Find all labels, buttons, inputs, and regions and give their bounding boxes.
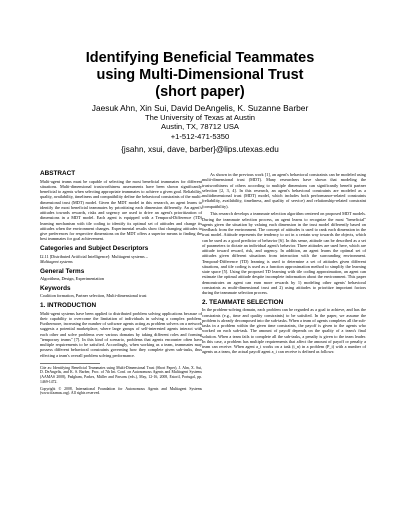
paragraph-previous-work: As shown in the previous work [1], an agent's behavioral constraints can be modeled using multi-dimensional trust (MDT). Many researchers have shown that modeling the trustworthiness of others according to multiple dimensions can significantly benefit partner selection [2, 3, 4]. In this research, an agent's behavioral constraints are modeled as a multidimensional trust (MDT) model, which includes both performance-related constraints (reliability, availability, timeliness, and quality of service) and relationship-related constraint (compatibility). xyxy=(202,172,366,209)
affiliation-line-2: Austin, TX, 78712 USA xyxy=(161,122,239,132)
categories-line-2: Multiagent systems xyxy=(40,258,73,264)
general-terms-text: Algorithms, Design, Experimentation xyxy=(40,276,104,281)
general-terms-heading: General Terms xyxy=(40,267,85,275)
abstract-text: Multi-agent teams must be capable of selecting the most beneficial teammates for different situations. Multi-dimensional trustworthiness assessments have been shown significantly beneficial to agents when selecting appropriate teammates to achieve a given goal. Reliability, quality, availability, timeliness and compatibility define the behavioral constraints of the multi-dimensional trust (MDT) model. Given the MDT model in this research, an agent learns to identify the most beneficial teammates by prioritizing each dimension differently. An agent's attitudes towards rewards, risks and urgency are used to drive an agent's prioritization of dimensions in a MDT model. Each agent is equipped with a Temporal-Difference (TD) learning mechanism with tile coding to identify its optimal set of attitudes and change its attitudes when the environment changes. Experimental results show that changing attitudes to give preferences for respective dimensions on the MDT offers a superior means to finding the best teammates for goal achievement. xyxy=(40,178,202,242)
teammate-selection-heading: 2. TEAMMATE SELECTION xyxy=(202,298,284,306)
author-block xyxy=(30,104,370,154)
affiliation-line-3: +1-512-471-5350 xyxy=(170,131,230,141)
left-column xyxy=(40,170,202,399)
paragraph-research-approach: This research develops a teammate selection algorithm centered on proposed MDT models. During the teammate selection process, an agent learns to recognize the most "beneficial" agents given the situation by valuing each dimension in the trust model differently based on feedback from the environment. The concept of attitudes is used to rank each dimension in the trust model. Attitude represents the tendency to act in a certain way towards the objects, which can be used as a good predictor of behavior [6]. In this sense, attitude can be described as a set of parameters to dictate an individual agent's behavior. Three attitudes are used here, which are attitude toward reward, risk, and urgency. In addition, an agent learns the optimal set of attitudes given different situations from interaction with the surrounding environment. Temporal-Difference (TD) learning is used to determine a set of attitudes given different situations, and tile coding is used as a function approximation method to simplify the learning state space [5]. Using the proposed TD learning with tile coding approximation, an agent can estimate the optimal attitude despite incomplete information about the environment. This paper demonstrates an agent can earn more rewards by 1) modeling other agents' behavioral constraints as multi-dimensional trust and 2) using attitudes to prioritize important factors during the teammate selection process. xyxy=(202,211,366,296)
categories-line-1: I2.11 [Distributed Artificial Intelligence]: Multiagent systems – xyxy=(40,253,148,259)
footnote-rule xyxy=(40,363,100,364)
introduction-text: Multi-agent systems have been applied to distributed problem solving applications because of their capability to overcome the limitation of individuals in solving a complex problem. Furthermore, increasing the number of software agents acting as problem solvers on a network suggests a potential marketplace, where large groups of self-interested agents interact with each other and solve problems over various domains by taking different roles and forming "temporary teams" [7]. In this kind of scenario, problems that agents encounter often have multiple requirements to be satisfied. Accordingly, when working as a team, teammates may possess different behavioral constraints governing how they complete given sub-tasks, thus effecting a team's overall problem solving performance. xyxy=(40,310,202,358)
title-line-1: Identifying Beneficial Teammates xyxy=(85,50,315,66)
introduction-heading: 1. INTRODUCTION xyxy=(40,302,97,309)
abstract-heading: ABSTRACT xyxy=(40,170,76,177)
affiliation-line-1: The University of Texas at Austin xyxy=(144,113,256,123)
paper-title xyxy=(40,50,360,101)
author-email: {jsahn, xsui, dave, barber}@lips.utexas.edu xyxy=(121,144,279,154)
author-names: Jaesuk Ahn, Xin Sui, David DeAngelis, K. Suzanne Barber xyxy=(91,103,309,113)
paragraph-problem-domain: In the problem-solving domain, each problem can be regarded as a goal to achieve, and has the constraints (e.g., time and quality constraints) to be satisfied. In the paper, we assume the problem is already decomposed into the sub-tasks. When a team of agents completes all the sub-tasks in a problem within the given time constraints, the payoff is given to the agents who worked on each sub-task. The amount of payoff depends on the quality of a team's final solution. When a team fails to complete all the sub-tasks, a penalty is given to the team leader. In this case, a problem has multiple requirements that affect the amount of payoff or penalty a team can receive. When agent a_i works on a task (t_n) in a problem (P_i) with a number of agents as a team, the actual payoff agent a_i can receive is defined as follows: xyxy=(202,307,366,355)
title-line-2: using Multi-Dimensional Trust xyxy=(96,67,304,83)
keywords-heading: Keywords xyxy=(40,284,71,292)
categories-heading: Categories and Subject Descriptors xyxy=(40,245,149,252)
title-line-3: (short paper) xyxy=(155,84,245,100)
keywords-text: Coalition formation, Partner selection, Multi-dimensional trust xyxy=(40,293,147,299)
footnote-copyright: Copyright © 2008, International Foundation for Autonomous Agents and Multiagent Systems (www.ifaamas.org). All rights reserved. xyxy=(40,386,202,396)
right-column xyxy=(202,172,366,357)
footnote-cite: Cite as: Identifying Beneficial Teammates using Multi-Dimensional Trust (Short Paper), J. Ahn, X. Sui, D. DeAngelis, and K. S. Barber, Proc. of 7th Int. Conf. on Autonomous Agents and Multiagent Systems (AAMAS 2008), Padgham, Parkes, Müller and Parsons (eds.), May, 12-16, 2008, Estoril, Portugal, pp. 1469-1472. xyxy=(40,365,202,384)
